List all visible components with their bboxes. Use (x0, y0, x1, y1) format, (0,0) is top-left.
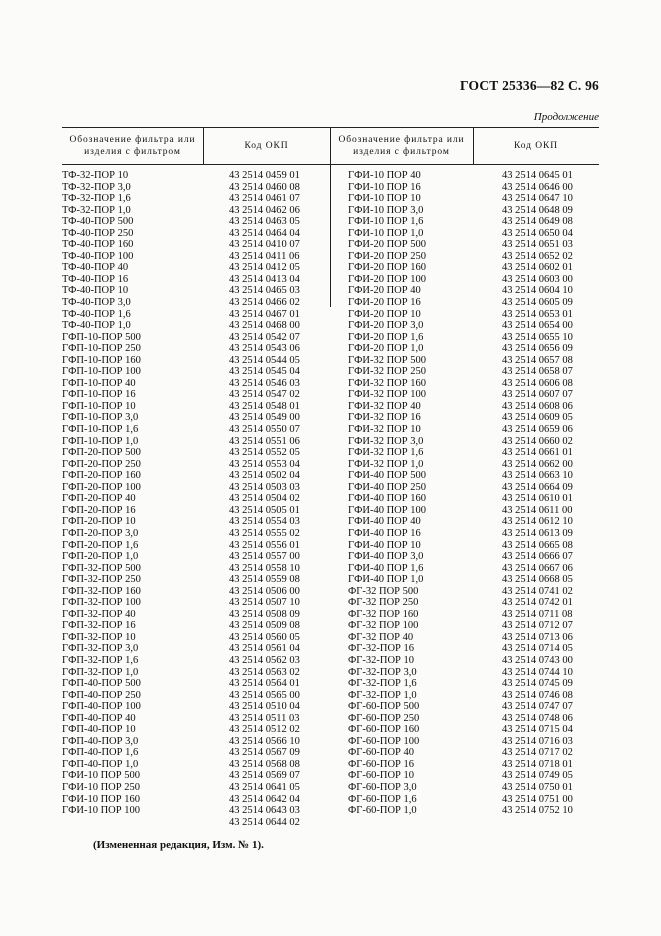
okp-code-cell: 43 2514 0564 01 (229, 678, 300, 690)
filter-designation-cell: ГФИ-10 ПОР 250 (62, 781, 140, 793)
filter-designation-cell: ГФИ-10 ПОР 10 (348, 193, 421, 205)
okp-code-cell: 43 2514 0503 03 (229, 481, 300, 493)
filter-designation-cell: ГФИ-20 ПОР 100 (348, 273, 426, 285)
okp-code-cell: 43 2514 0717 02 (502, 747, 573, 759)
okp-code-cell: 43 2514 0467 01 (229, 308, 300, 320)
okp-code-cell: 43 2514 0715 04 (502, 724, 573, 736)
filter-designation-cell: ГФИ-20 ПОР 250 (348, 250, 426, 262)
okp-code-cell: 43 2514 0559 08 (229, 574, 300, 586)
filter-designation-cell: ФГ-32 ПОР 160 (348, 608, 419, 620)
filter-designation-cell: ГФИ-10 ПОР 160 (62, 793, 140, 805)
okp-code-cell: 43 2514 0741 02 (502, 585, 573, 597)
okp-code-cell: 43 2514 0550 07 (229, 424, 300, 436)
filter-designation-cell: ГФП-40-ПОР 500 (62, 678, 141, 690)
okp-code-cell: 43 2514 0748 06 (502, 712, 573, 724)
filter-designation-cell: ГФП-20-ПОР 1,6 (62, 539, 139, 551)
filter-designation-cell: ГФП-10-ПОР 10 (62, 400, 136, 412)
okp-code-cell: 43 2514 0745 09 (502, 678, 573, 690)
okp-code-cell: 43 2514 0461 07 (229, 193, 300, 205)
filter-designation-cell: ФГ-60-ПОР 16 (348, 758, 414, 770)
okp-code-cell: 43 2514 0746 08 (502, 689, 573, 701)
okp-code-cell: 43 2514 0412 05 (229, 262, 300, 274)
okp-code-cell: 43 2514 0655 10 (502, 331, 573, 343)
okp-code-cell: 43 2514 0603 00 (502, 273, 573, 285)
filter-designation-cell: ФГ-32 ПОР 40 (348, 631, 414, 643)
filter-designation-cell: ФГ-60-ПОР 100 (348, 735, 420, 747)
okp-code-cell: 43 2514 0711 08 (502, 608, 573, 620)
header-text: Обозначение фильтра или (69, 134, 196, 145)
okp-code-cell: 43 2514 0506 00 (229, 585, 300, 597)
okp-code-cell: 43 2514 0504 02 (229, 493, 300, 505)
okp-code-cell: 43 2514 0659 06 (502, 424, 573, 436)
filter-designation-cell: ТФ-40-ПОР 10 (62, 285, 129, 297)
okp-code-cell: 43 2514 0649 08 (502, 216, 573, 228)
okp-code-cell: 43 2514 0651 03 (502, 239, 573, 251)
okp-code-cell: 43 2514 0507 10 (229, 597, 300, 609)
left-names-column (62, 170, 141, 817)
okp-code-cell: 43 2514 0642 04 (229, 793, 300, 805)
filter-designation-cell: ТФ-40-ПОР 250 (62, 227, 134, 239)
okp-code-cell: 43 2514 0607 07 (502, 389, 573, 401)
okp-code-cell: 43 2514 0509 08 (229, 620, 300, 632)
filter-designation-cell: ГФИ-10 ПОР 16 (348, 181, 421, 193)
okp-code-cell: 43 2514 0608 06 (502, 400, 573, 412)
okp-code-cell: 43 2514 0656 09 (502, 343, 573, 355)
okp-code-cell: 43 2514 0645 01 (502, 170, 573, 181)
filter-designation-cell: ГФИ-20 ПОР 160 (348, 262, 426, 274)
filter-designation-cell: ГФИ-10 ПОР 40 (348, 170, 421, 181)
filter-designation-cell: ГФИ-32 ПОР 40 (348, 400, 421, 412)
okp-code-cell: 43 2514 0566 10 (229, 735, 300, 747)
okp-code-cell: 43 2514 0568 08 (229, 758, 300, 770)
okp-code-cell: 43 2514 0660 02 (502, 435, 573, 447)
okp-code-cell: 43 2514 0462 06 (229, 204, 300, 216)
filter-designation-cell: ФГ-60-ПОР 160 (348, 724, 420, 736)
okp-code-cell: 43 2514 0744 10 (502, 666, 573, 678)
filter-designation-cell: ФГ-32 ПОР 500 (348, 585, 419, 597)
okp-code-cell: 43 2514 0468 00 (229, 320, 300, 332)
filter-designation-cell: ГФП-40-ПОР 10 (62, 724, 136, 736)
okp-code-cell: 43 2514 0505 01 (229, 504, 300, 516)
okp-code-cell: 43 2514 0561 04 (229, 643, 300, 655)
filter-designation-cell: ГФИ-40 ПОР 100 (348, 504, 426, 516)
okp-code-cell: 43 2514 0650 04 (502, 227, 573, 239)
okp-code-cell: 43 2514 0511 03 (229, 712, 300, 724)
filter-designation-cell: ФГ-32 ПОР 250 (348, 597, 419, 609)
header-code-left (203, 127, 330, 164)
okp-code-cell: 43 2514 0647 10 (502, 193, 573, 205)
okp-code-cell: 43 2514 0612 10 (502, 516, 573, 528)
okp-code-cell: 43 2514 0560 05 (229, 631, 300, 643)
okp-code-cell: 43 2514 0646 00 (502, 181, 573, 193)
okp-code-cell: 43 2514 0556 01 (229, 539, 300, 551)
header-text: изделия с фильтром (84, 146, 181, 157)
okp-code-cell: 43 2514 0712 07 (502, 620, 573, 632)
filter-designation-cell: ГФИ-20 ПОР 3,0 (348, 320, 424, 332)
okp-code-cell: 43 2514 0657 08 (502, 354, 573, 366)
filter-designation-cell: ФГ-32-ПОР 16 (348, 643, 414, 655)
okp-code-cell: 43 2514 0653 01 (502, 308, 573, 320)
filter-designation-cell: ГФИ-40 ПОР 500 (348, 470, 426, 482)
filter-designation-cell: ТФ-40-ПОР 160 (62, 239, 134, 251)
page-header: ГОСТ 25336—82 С. 96 (460, 78, 599, 93)
filter-designation-cell: ГФП-40-ПОР 1,0 (62, 758, 139, 770)
filter-designation-cell: ГФП-40-ПОР 100 (62, 701, 141, 713)
filter-designation-cell: ГФИ-40 ПОР 16 (348, 527, 421, 539)
filter-designation-cell: ГФИ-32 ПОР 16 (348, 412, 421, 424)
filter-designation-cell: ГФИ-20 ПОР 10 (348, 308, 421, 320)
filter-designation-cell: ГФИ-40 ПОР 1,0 (348, 574, 424, 586)
okp-code-cell: 43 2514 0652 02 (502, 250, 573, 262)
filter-designation-cell: ГФП-10-ПОР 1,6 (62, 424, 139, 436)
filter-designation-cell: ФГ-60-ПОР 40 (348, 747, 414, 759)
filter-designation-cell: ГФП-32-ПОР 1,0 (62, 666, 139, 678)
filter-designation-cell: ГФИ-40 ПОР 1,6 (348, 562, 424, 574)
okp-code-cell: 43 2514 0716 03 (502, 735, 573, 747)
filter-designation-cell: ГФП-40-ПОР 3,0 (62, 735, 139, 747)
filter-designation-cell: ТФ-40-ПОР 3,0 (62, 297, 131, 309)
okp-code-cell: 43 2514 0460 08 (229, 181, 300, 193)
filter-designation-cell: ГФИ-40 ПОР 160 (348, 493, 426, 505)
okp-code-cell: 43 2514 0463 05 (229, 216, 300, 228)
filter-designation-cell: ГФП-32-ПОР 16 (62, 620, 136, 632)
filter-designation-cell: ФГ-60-ПОР 500 (348, 701, 420, 713)
okp-code-cell: 43 2514 0743 00 (502, 654, 573, 666)
header-text: Код ОКП (514, 140, 558, 151)
okp-code-cell: 43 2514 0502 04 (229, 470, 300, 482)
filter-designation-cell: ГФП-10-ПОР 16 (62, 389, 136, 401)
okp-code-cell: 43 2514 0666 07 (502, 551, 573, 563)
filter-designation-cell: ГФП-32-ПОР 1,6 (62, 654, 139, 666)
header-text: Код ОКП (244, 140, 289, 151)
filter-designation-cell: ГФП-40-ПОР 1,6 (62, 747, 139, 759)
filter-designation-cell: ГФП-32-ПОР 250 (62, 574, 141, 586)
filter-designation-cell: ТФ-40-ПОР 100 (62, 250, 134, 262)
filter-designation-cell: ФГ-60-ПОР 250 (348, 712, 420, 724)
okp-code-cell: 43 2514 0661 01 (502, 447, 573, 459)
okp-code-cell: 43 2514 0555 02 (229, 527, 300, 539)
right-names-column (348, 170, 426, 817)
filter-designation-cell: ГФП-10-ПОР 160 (62, 354, 141, 366)
filter-designation-cell: ГФП-20-ПОР 40 (62, 493, 136, 505)
filter-designation-cell: ТФ-32-ПОР 1,0 (62, 204, 131, 216)
filter-designation-cell: ФГ-60-ПОР 1,6 (348, 793, 417, 805)
okp-code-cell: 43 2514 0569 07 (229, 770, 300, 782)
filter-designation-cell: ГФИ-20 ПОР 1,0 (348, 343, 424, 355)
okp-code-cell: 43 2514 0411 06 (229, 250, 300, 262)
filter-designation-cell: ГФИ-32 ПОР 1,6 (348, 447, 424, 459)
filter-designation-cell: ГФП-20-ПОР 160 (62, 470, 141, 482)
filter-designation-cell: ГФП-32-ПОР 100 (62, 597, 141, 609)
okp-code-cell: 43 2514 0459 01 (229, 170, 300, 181)
okp-code-cell: 43 2514 0464 04 (229, 227, 300, 239)
filter-designation-cell: ГФИ-32 ПОР 160 (348, 377, 426, 389)
okp-code-cell: 43 2514 0718 01 (502, 758, 573, 770)
filter-designation-cell: ТФ-32-ПОР 10 (62, 170, 129, 181)
filter-designation-cell: ФГ-60-ПОР 10 (348, 770, 414, 782)
filter-designation-cell: ГФИ-20 ПОР 16 (348, 297, 421, 309)
okp-code-cell: 43 2514 0648 09 (502, 204, 573, 216)
okp-code-cell: 43 2514 0549 00 (229, 412, 300, 424)
okp-code-cell: 43 2514 0604 10 (502, 285, 573, 297)
filter-designation-cell: ГФИ-10 ПОР 100 (62, 805, 140, 817)
filter-designation-cell: ГФП-20-ПОР 16 (62, 504, 136, 516)
okp-code-cell: 43 2514 0558 10 (229, 562, 300, 574)
filter-designation-cell: ГФП-10-ПОР 500 (62, 331, 141, 343)
filter-designation-cell: ГФП-20-ПОР 3,0 (62, 527, 139, 539)
okp-code-cell: 43 2514 0545 04 (229, 366, 300, 378)
filter-designation-cell: ТФ-40-ПОР 1,0 (62, 320, 131, 332)
header-designation-left (62, 127, 203, 164)
okp-code-cell: 43 2514 0557 00 (229, 551, 300, 563)
okp-code-cell: 43 2514 0552 05 (229, 447, 300, 459)
okp-code-cell: 43 2514 0714 05 (502, 643, 573, 655)
header-text: изделия с фильтром (353, 146, 450, 157)
filter-designation-cell: ФГ-60-ПОР 1,0 (348, 805, 417, 817)
filter-designation-cell: ГФП-10-ПОР 250 (62, 343, 141, 355)
okp-code-cell: 43 2514 0565 00 (229, 689, 300, 701)
filter-designation-cell: ТФ-32-ПОР 3,0 (62, 181, 131, 193)
filter-designation-cell: ГФИ-10 ПОР 1,6 (348, 216, 424, 228)
okp-code-cell: 43 2514 0667 06 (502, 562, 573, 574)
okp-code-cell: 43 2514 0567 09 (229, 747, 300, 759)
okp-code-cell: 43 2514 0413 04 (229, 273, 300, 285)
filter-designation-cell: ФГ-32-ПОР 10 (348, 654, 414, 666)
okp-code-cell: 43 2514 0610 01 (502, 493, 573, 505)
filter-designation-cell: ГФИ-32 ПОР 500 (348, 354, 426, 366)
okp-code-cell: 43 2514 0751 00 (502, 793, 573, 805)
filter-designation-cell: ГФП-20-ПОР 10 (62, 516, 136, 528)
okp-code-cell: 43 2514 0551 06 (229, 435, 300, 447)
filter-designation-cell: ГФП-32-ПОР 160 (62, 585, 141, 597)
okp-code-cell: 43 2514 0664 09 (502, 481, 573, 493)
okp-code-cell: 43 2514 0663 10 (502, 470, 573, 482)
okp-code-cell: 43 2514 0750 01 (502, 781, 573, 793)
right-codes-column (502, 170, 573, 817)
filter-designation-cell: ГФИ-40 ПОР 10 (348, 539, 421, 551)
filter-designation-cell: ФГ-32-ПОР 3,0 (348, 666, 417, 678)
okp-code-cell: 43 2514 0662 00 (502, 458, 573, 470)
okp-code-cell: 43 2514 0562 03 (229, 654, 300, 666)
okp-code-cell: 43 2514 0747 07 (502, 701, 573, 713)
okp-code-cell: 43 2514 0665 08 (502, 539, 573, 551)
okp-code-cell: 43 2514 0543 06 (229, 343, 300, 355)
okp-code-cell: 43 2514 0654 00 (502, 320, 573, 332)
filter-designation-cell: ТФ-40-ПОР 16 (62, 273, 129, 285)
okp-code-cell: 43 2514 0602 01 (502, 262, 573, 274)
filter-designation-cell: ТФ-40-ПОР 1,6 (62, 308, 131, 320)
filter-designation-cell: ГФИ-10 ПОР 1,0 (348, 227, 424, 239)
filter-designation-cell: ФГ-60-ПОР 3,0 (348, 781, 417, 793)
filter-designation-cell: ГФП-32-ПОР 3,0 (62, 643, 139, 655)
filter-designation-cell: ГФИ-10 ПОР 500 (62, 770, 140, 782)
okp-code-cell: 43 2514 0641 05 (229, 781, 300, 793)
filter-designation-cell: ГФП-10-ПОР 3,0 (62, 412, 139, 424)
okp-code-cell: 43 2514 0668 05 (502, 574, 573, 586)
filter-designation-cell: ГФП-20-ПОР 500 (62, 447, 141, 459)
header-text: Обозначение фильтра или (338, 134, 465, 145)
filter-designation-cell: ГФП-10-ПОР 100 (62, 366, 141, 378)
filter-designation-cell: ФГ-32-ПОР 1,6 (348, 678, 417, 690)
filter-designation-cell: ГФИ-32 ПОР 3,0 (348, 435, 424, 447)
okp-code-cell: 43 2514 0742 01 (502, 597, 573, 609)
filter-designation-cell: ГФИ-20 ПОР 40 (348, 285, 421, 297)
filter-designation-cell: ГФП-32-ПОР 500 (62, 562, 141, 574)
amendment-footnote: (Измененная редакция, Изм. № 1). (93, 839, 264, 851)
filter-designation-cell: ГФИ-40 ПОР 3,0 (348, 551, 424, 563)
filter-designation-cell: ГФП-40-ПОР 250 (62, 689, 141, 701)
okp-code-cell: 43 2514 0554 03 (229, 516, 300, 528)
okp-code-cell: 43 2514 0563 02 (229, 666, 300, 678)
okp-code-cell: 43 2514 0510 04 (229, 701, 300, 713)
okp-code-cell: 43 2514 0512 02 (229, 724, 300, 736)
filter-designation-cell: ГФИ-10 ПОР 3,0 (348, 204, 424, 216)
okp-code-cell: 43 2514 0410 07 (229, 239, 300, 251)
filter-designation-cell: ФГ-32 ПОР 100 (348, 620, 419, 632)
filter-code-table (62, 127, 599, 835)
okp-code-cell: 43 2514 0553 04 (229, 458, 300, 470)
okp-code-cell: 43 2514 0605 09 (502, 297, 573, 309)
filter-designation-cell: ГФП-10-ПОР 40 (62, 377, 136, 389)
header-designation-right (330, 127, 473, 164)
filter-designation-cell: ГФП-32-ПОР 40 (62, 608, 136, 620)
filter-designation-cell: ТФ-32-ПОР 1,6 (62, 193, 131, 205)
okp-code-cell: 43 2514 0749 05 (502, 770, 573, 782)
okp-code-cell: 43 2514 0752 10 (502, 805, 573, 817)
filter-designation-cell: ГФИ-40 ПОР 40 (348, 516, 421, 528)
filter-designation-cell: ГФП-32-ПОР 10 (62, 631, 136, 643)
filter-designation-cell: ГФП-10-ПОР 1,0 (62, 435, 139, 447)
okp-code-cell: 43 2514 0611 00 (502, 504, 573, 516)
okp-code-cell: 43 2514 0465 03 (229, 285, 300, 297)
filter-designation-cell: ФГ-32-ПОР 1,0 (348, 689, 417, 701)
filter-designation-cell: ГФП-20-ПОР 250 (62, 458, 141, 470)
filter-designation-cell: ГФП-20-ПОР 1,0 (62, 551, 139, 563)
okp-code-cell: 43 2514 0609 05 (502, 412, 573, 424)
filter-designation-cell: ГФИ-32 ПОР 10 (348, 424, 421, 436)
filter-designation-cell: ГФИ-20 ПОР 500 (348, 239, 426, 251)
filter-designation-cell: ТФ-40-ПОР 40 (62, 262, 129, 274)
okp-code-cell: 43 2514 0643 03 (229, 805, 300, 817)
okp-code-cell: 43 2514 0508 09 (229, 608, 300, 620)
okp-code-cell: 43 2514 0547 02 (229, 389, 300, 401)
filter-designation-cell: ГФИ-32 ПОР 100 (348, 389, 426, 401)
okp-code-cell: 43 2514 0713 06 (502, 631, 573, 643)
filter-designation-cell: ТФ-40-ПОР 500 (62, 216, 134, 228)
okp-code-cell: 43 2514 0613 09 (502, 527, 573, 539)
okp-code-cell: 43 2514 0644 02 (229, 816, 300, 828)
header-code-right (473, 127, 599, 164)
filter-designation-cell: ГФИ-20 ПОР 1,6 (348, 331, 424, 343)
okp-code-cell: 43 2514 0544 05 (229, 354, 300, 366)
okp-code-cell: 43 2514 0658 07 (502, 366, 573, 378)
filter-designation-cell: ГФИ-32 ПОР 250 (348, 366, 426, 378)
left-codes-column (229, 170, 300, 828)
okp-code-cell: 43 2514 0606 08 (502, 377, 573, 389)
filter-designation-cell: ГФИ-40 ПОР 250 (348, 481, 426, 493)
okp-code-cell: 43 2514 0548 01 (229, 400, 300, 412)
filter-designation-cell: ГФП-40-ПОР 40 (62, 712, 136, 724)
filter-designation-cell: ГФИ-32 ПОР 1,0 (348, 458, 424, 470)
okp-code-cell: 43 2514 0546 03 (229, 377, 300, 389)
continuation-label: Продолжение (533, 111, 599, 123)
okp-code-cell: 43 2514 0466 02 (229, 297, 300, 309)
filter-designation-cell: ГФП-20-ПОР 100 (62, 481, 141, 493)
okp-code-cell: 43 2514 0542 07 (229, 331, 300, 343)
